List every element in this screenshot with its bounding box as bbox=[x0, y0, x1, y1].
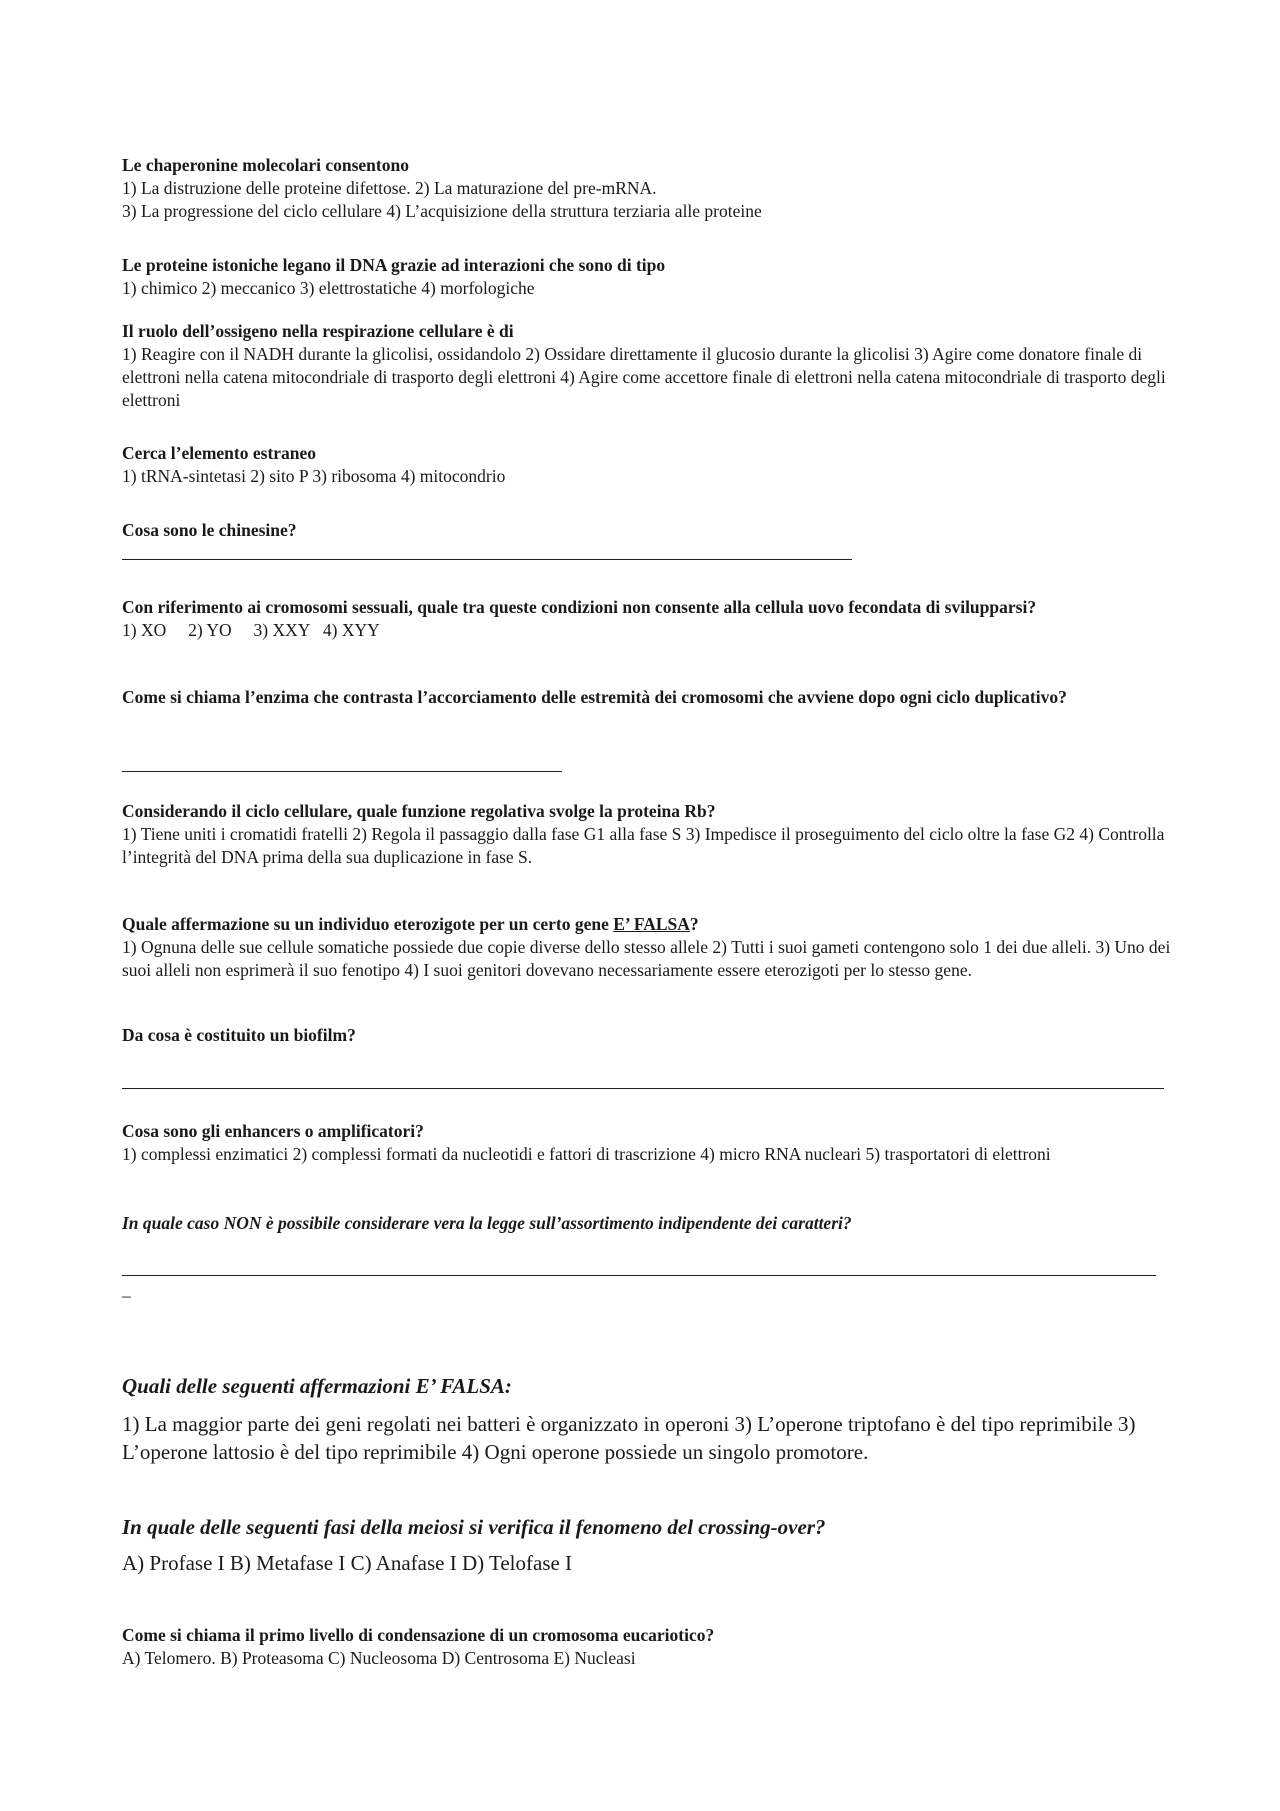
answer-options: 1) tRNA-sintetasi 2) sito P 3) ribosoma 4) mitocondrio bbox=[122, 466, 506, 486]
question-block bbox=[122, 1372, 1172, 1466]
question-title: In quale delle seguenti fasi della meiosi si verifica il fenomeno del crossing-over? bbox=[122, 1515, 826, 1539]
question-title: Con riferimento ai cromosomi sessuali, quale tra queste condizioni non consente alla cellula uovo fecondata di svilupparsi? bbox=[122, 597, 1037, 617]
question-block bbox=[122, 1024, 1172, 1047]
answer-options: 1) complessi enzimatici 2) complessi formati da nucleotidi e fattori di trascrizione 4) micro RNA nucleari 5) trasportatori di elettroni bbox=[122, 1144, 1051, 1164]
question-title: Le proteine istoniche legano il DNA grazie ad interazioni che sono di tipo bbox=[122, 255, 666, 275]
question-block bbox=[122, 913, 1172, 982]
question-block bbox=[122, 519, 1172, 542]
question-title: Quale affermazione su un individuo eterozigote per un certo gene E’ FALSA? bbox=[122, 914, 699, 934]
answer-options: 1) La maggior parte dei geni regolati nei batteri è organizzato in operoni 3) L’operone triptofano è del tipo reprimibile 3) L’operone lattosio è del tipo reprimibile 4) Ogni operone possiede un singolo promotore. bbox=[122, 1412, 1136, 1464]
question-block bbox=[122, 442, 1172, 488]
answer-line: 1) La distruzione delle proteine difettose. 2) La maturazione del pre-mRNA. bbox=[122, 178, 657, 198]
question-title: Il ruolo dell’ossigeno nella respirazione cellulare è di bbox=[122, 321, 514, 341]
answer-blank-line bbox=[122, 771, 562, 772]
answer-blank-line bbox=[122, 1088, 1164, 1089]
question-block bbox=[122, 1624, 1172, 1670]
question-block bbox=[122, 254, 1172, 300]
question-title: Cerca l’elemento estraneo bbox=[122, 443, 317, 463]
question-title: Considerando il ciclo cellulare, quale funzione regolativa svolge la proteina Rb? bbox=[122, 801, 716, 821]
question-title: Cosa sono gli enhancers o amplificatori? bbox=[122, 1121, 424, 1141]
answer-options: A) Telomero. B) Proteasoma C) Nucleosoma D) Centrosoma E) Nucleasi bbox=[122, 1648, 636, 1668]
question-title: Come si chiama il primo livello di condensazione di un cromosoma eucariotico? bbox=[122, 1625, 715, 1645]
emphasis-false: E’ FALSA bbox=[613, 914, 690, 934]
question-block bbox=[122, 800, 1172, 869]
answer-options: 1) chimico 2) meccanico 3) elettrostatiche 4) morfologiche bbox=[122, 278, 535, 298]
question-title: Quali delle seguenti affermazioni E’ FALSA: bbox=[122, 1374, 512, 1398]
answer-line: 3) La progressione del ciclo cellulare 4) L’acquisizione della struttura terziaria alle proteine bbox=[122, 201, 762, 221]
question-block bbox=[122, 1212, 1172, 1235]
question-block bbox=[122, 596, 1172, 642]
answer-options: 1) Tiene uniti i cromatidi fratelli 2) Regola il passaggio dalla fase G1 alla fase S 3) Impedisce il proseguimento del ciclo oltre la fase G2 4) Controlla l’integrità del DNA prima della sua duplicazione in fase S. bbox=[122, 824, 1165, 867]
question-title: In quale caso NON è possibile considerare vera la legge sull’assortimento indipendente dei caratteri? bbox=[122, 1213, 852, 1233]
question-title: Come si chiama l’enzima che contrasta l’accorciamento delle estremità dei cromosomi che avviene dopo ogni ciclo duplicativo? bbox=[122, 687, 1067, 707]
answer-blank-continuation: _ bbox=[122, 1279, 131, 1299]
question-block bbox=[122, 320, 1172, 412]
question-block bbox=[122, 686, 1172, 709]
answer-options: 1) Ognuna delle sue cellule somatiche possiede due copie diverse dello stesso allele 2) Tutti i suoi gameti contengono solo 1 dei due alleli. 3) Uno dei suoi alleli non esprimerà il suo fenotipo 4) I suoi genitori dovevano necessariamente essere eterozigoti per lo stesso gene. bbox=[122, 937, 1171, 980]
question-title: Cosa sono le chinesine? bbox=[122, 520, 297, 540]
question-block bbox=[122, 154, 1172, 223]
question-block bbox=[122, 1120, 1172, 1166]
answer-blank-line bbox=[122, 559, 852, 560]
answer-options: A) Profase I B) Metafase I C) Anafase I D) Telofase I bbox=[122, 1551, 573, 1575]
answer-blank-line bbox=[122, 1275, 1156, 1276]
answer-options: 1) XO 2) YO 3) XXY 4) XYY bbox=[122, 620, 380, 640]
question-title: Le chaperonine molecolari consentono bbox=[122, 155, 409, 175]
question-title: Da cosa è costituito un biofilm? bbox=[122, 1025, 356, 1045]
answer-options: 1) Reagire con il NADH durante la glicolisi, ossidandolo 2) Ossidare direttamente il glucosio durante la glicolisi 3) Agire come donatore finale di elettroni nella catena mitocondriale di trasporto degli elettroni 4) Agire come accettore finale di elettroni nella catena mitocondriale di trasporto degli elettroni bbox=[122, 344, 1166, 410]
question-block bbox=[122, 1513, 1172, 1577]
